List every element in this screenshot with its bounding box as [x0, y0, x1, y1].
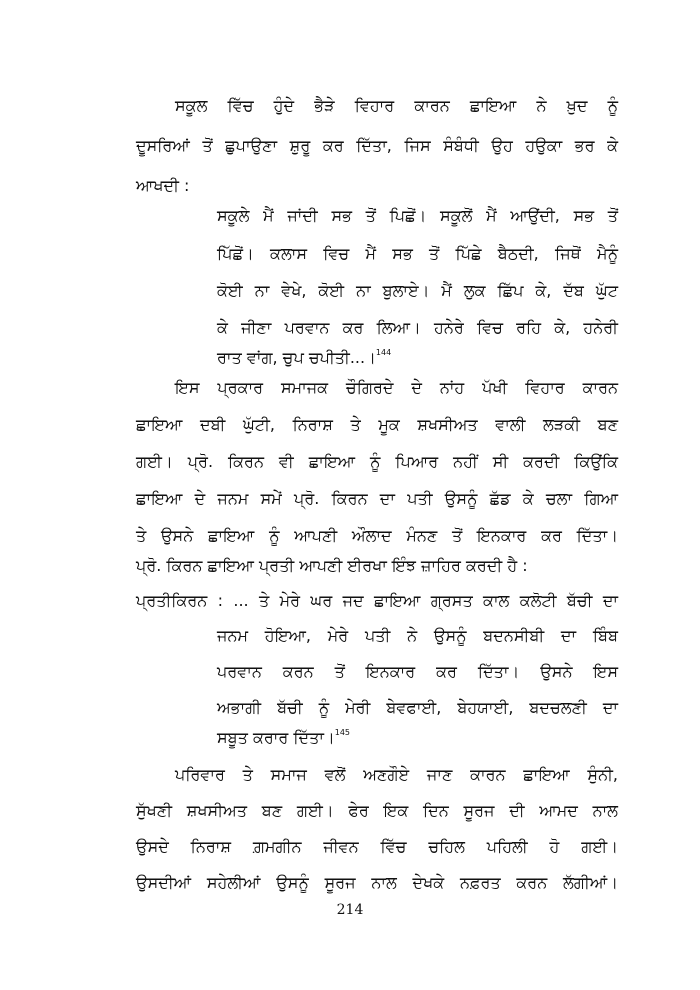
paragraph-line: ਉਸਦੇ ਨਿਰਾਸ਼ ਗ਼ਮਗੀਨ ਜੀਵਨ ਵਿੱਚ ਚਹਿਲ ਪਹਿਲੀ ਹੋ ਗਈ।	[136, 837, 618, 856]
paragraph-line: ਛਾਇਆ ਦੇ ਜਨਮ ਸਮੇਂ ਪ੍ਰੋ. ਕਿਰਨ ਦਾ ਪਤੀ ਉਸਨੂੰ ਛੱਡ ਕੇ ਚਲਾ ਗਿਆ	[136, 489, 618, 508]
page-number: 214	[336, 902, 364, 918]
quote-last-text: ਰਾਤ ਵਾਂਗ, ਚੁਪ ਚਪੀਤੀ...।	[217, 348, 376, 367]
paragraph-line: ਛਾਇਆ ਦਬੀ ਘੁੱਟੀ, ਨਿਰਾਸ਼ ਤੇ ਮੂਕ ਸ਼ਖਸੀਅਤ ਵਾਲੀ ਲੜਕੀ ਬਣ	[136, 415, 618, 434]
paragraph-line: ਗਈ। ਪ੍ਰੋ. ਕਿਰਨ ਵੀ ਛਾਇਆ ਨੂੰ ਪਿਆਰ ਨਹੀਂ ਸੀ ਕਰਦੀ ਕਿਉਂਕਿ	[136, 452, 618, 471]
quote-line: ਕੇ ਜੀਣਾ ਪਰਵਾਨ ਕਰ ਲਿਆ। ਹਨੇਰੇ ਵਿਚ ਰਹਿ ਕੇ, ਹਨੇਰੀ	[217, 318, 618, 337]
quote-line: ਕੋਈ ਨਾ ਵੇਖੇ, ਕੋਈ ਨਾ ਬੁਲਾਏ। ਮੈਂ ਲੁਕ ਛਿੱਪ ਕੇ, ਦੱਬ ਘੁੱਟ	[217, 281, 618, 300]
paragraph-line: ਦੂਸਰਿਆਂ ਤੋਂ ਛੁਪਾਉਣਾ ਸ਼ੁਰੂ ਕਰ ਦਿੱਤਾ, ਜਿਸ ਸੰਬੰਧੀ ਉਹ ਹਉਕਾ ਭਰ ਕੇ	[136, 136, 618, 155]
footnote-marker: 145	[334, 728, 351, 737]
dialogue-line	[217, 727, 350, 749]
paragraph-line: ਇਸ ਪ੍ਰਕਾਰ ਸਮਾਜਕ ਚੌਗਿਰਦੇ ਦੇ ਨਾਂਹ ਪੱਖੀ ਵਿਹਾਰ ਕਾਰਨ	[175, 378, 618, 397]
paragraph-line: ਸੁੱਖਣੀ ਸ਼ਖਸੀਅਤ ਬਣ ਗਈ। ਫੇਰ ਇਕ ਦਿਨ ਸੂਰਜ ਦੀ ਆਮਦ ਨਾਲ	[136, 801, 618, 820]
paragraph-line: ਆਖਦੀ :	[136, 176, 190, 195]
quote-line: ਪਿੱਛੋਂ। ਕਲਾਸ ਵਿਚ ਮੈਂ ਸਭ ਤੋਂ ਪਿੱਛੇ ਬੈਠਦੀ, ਜਿਥੋਂ ਮੈਨੂੰ	[217, 244, 618, 263]
quote-line: ਸਕੂਲੇ ਮੈਂ ਜਾਂਦੀ ਸਭ ਤੋਂ ਪਿਛੋਂ। ਸਕੂਲੋਂ ਮੈਂ ਆਉਂਦੀ, ਸਭ ਤੋਂ	[217, 206, 618, 225]
paragraph-line: ਸਕੂਲ ਵਿੱਚ ਹੁੰਦੇ ਭੈੜੇ ਵਿਹਾਰ ਕਾਰਨ ਛਾਇਆ ਨੇ ਖ਼ੁਦ ਨੂੰ	[175, 96, 618, 115]
dialogue-line: ਅਭਾਗੀ ਬੱਚੀ ਨੂੰ ਮੇਰੀ ਬੇਵਫਾਈ, ਬੇਹਯਾਈ, ਬਦਚਲਣੀ ਦਾ	[217, 698, 618, 717]
quote-line	[217, 347, 391, 369]
dialogue-line: ਪਰਵਾਨ ਕਰਨ ਤੋਂ ਇਨਕਾਰ ਕਰ ਦਿੱਤਾ। ਉਸਨੇ ਇਸ	[217, 662, 618, 681]
dialogue-line: ਪ੍ਰਤੀਕਿਰਨ : ... ਤੇ ਮੇਰੇ ਘਰ ਜਦ ਛਾਇਆ ਗ੍ਰਸਤ ਕਾਲ ਕਲੋਟੀ ਬੱਚੀ ਦਾ	[136, 591, 618, 610]
dialogue-line: ਜਨਮ ਹੋਇਆ, ਮੇਰੇ ਪਤੀ ਨੇ ਉਸਨੂੰ ਬਦਨਸੀਬੀ ਦਾ ਬਿੰਬ	[217, 626, 618, 645]
paragraph-line: ਤੇ ਉਸਨੇ ਛਾਇਆ ਨੂੰ ਆਪਣੀ ਔਲਾਦ ਮੰਨਣ ਤੋਂ ਇਨਕਾਰ ਕਰ ਦਿੱਤਾ।	[136, 526, 618, 545]
paragraph-line: ਉਸਦੀਆਂ ਸਹੇਲੀਆਂ ਉਸਨੂੰ ਸੂਰਜ ਨਾਲ ਦੇਖਕੇ ਨਫ਼ਰਤ ਕਰਨ ਲੱਗੀਆਂ।	[136, 873, 618, 892]
dialogue-last-text: ਸਬੂਤ ਕਰਾਰ ਦਿੱਤਾ।	[217, 728, 335, 747]
footnote-marker: 144	[375, 348, 392, 357]
paragraph-line: ਪਰਿਵਾਰ ਤੇ ਸਮਾਜ ਵਲੋਂ ਅਣਗੌਏ ਜਾਣ ਕਾਰਨ ਛਾਇਆ ਸੁੰਨੀ,	[175, 765, 618, 784]
paragraph-line: ਪ੍ਰੋ. ਕਿਰਨ ਛਾਇਆ ਪ੍ਰਤੀ ਆਪਣੀ ਈਰਖਾ ਇੰਝ ਜ਼ਾਹਿਰ ਕਰਦੀ ਹੈ :	[136, 556, 528, 575]
